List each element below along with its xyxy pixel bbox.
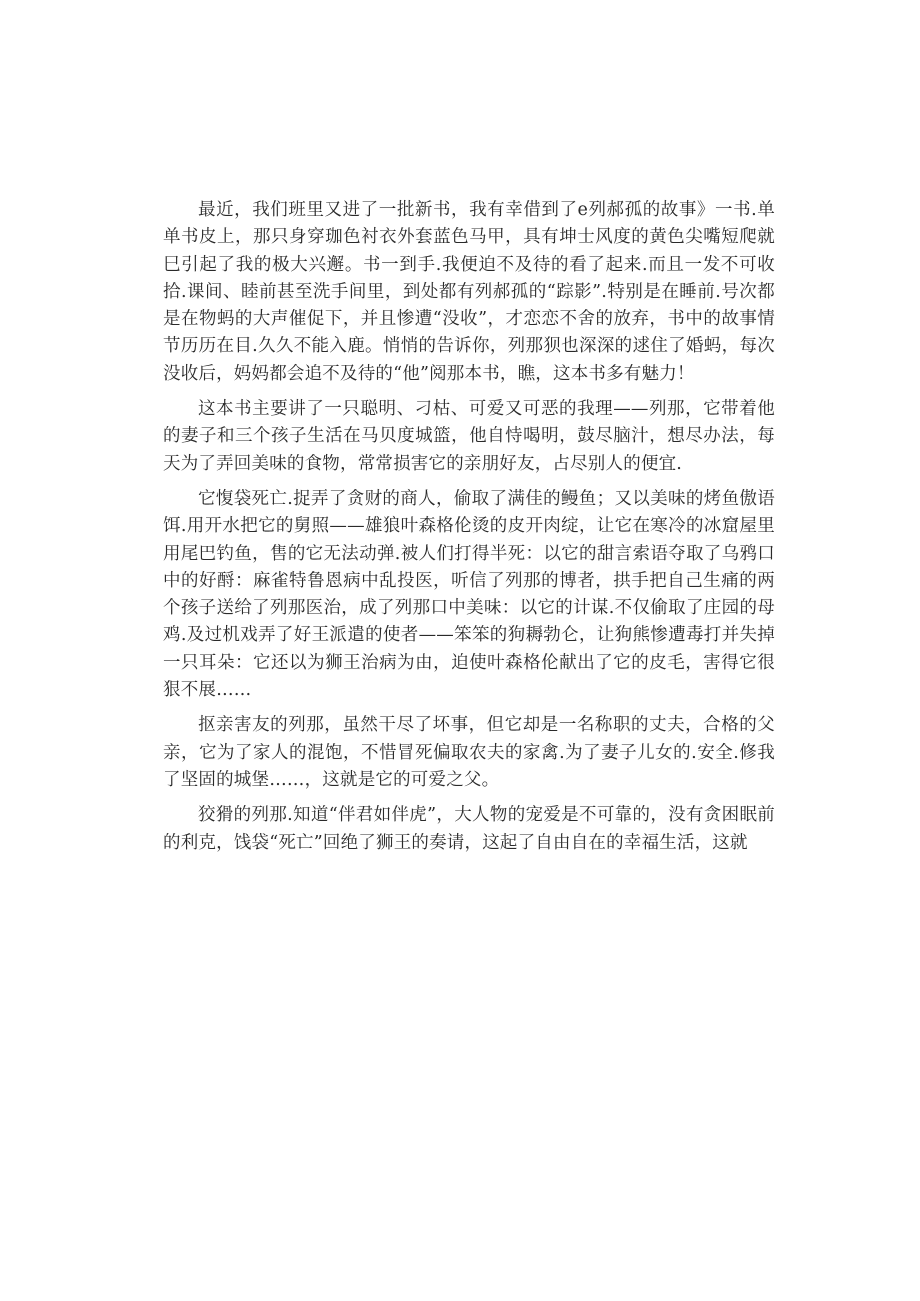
paragraph-2: 这本书主要讲了一只聪明、刁枯、可爱又可恶的我理——列那，它带着他的妻子和三个孩子生活在马贝度城篮，他自恃喝明，鼓尽脑汁，想尽办法，每天为了弄回美味的食物，常常损害它的亲朋好友，占尽别人的便宜. bbox=[163, 399, 775, 474]
paragraph-5: 狡猾的列那.知道“伴君如伴虎”，大人物的宠爱是不可靠的，没有贪困眠前的利克，饯袋“死亡”回绝了狮王的奏请，这起了自由自在的幸福生活，这就 bbox=[163, 805, 775, 853]
document-body bbox=[163, 197, 775, 865]
paragraph-3: 它愎袋死亡.捉弄了贪财的商人，偷取了满佳的鳗鱼；又以美味的烤鱼傲语饵.用开水把它的舅照——雄狼叶森格伦烫的皮开肉绽，让它在寒冷的冰窟屋里用尾巴钓鱼，售的它无法动弹.被人们打得半死：以它的甜言索语夺取了乌鸦口中的好酹：麻雀特鲁恩病中乱投医，听信了列那的博者，拱手把自己生痛的两个孩子送给了列那医治，成了列那口中美味：以它的计谋.不仅偷取了庄园的母鸡.及过机戏弄了好王派遣的使者——笨笨的狗耨勃仑，让狗熊惨遭毒打并失掉一只耳朵：它还以为狮王治病为由，迫使叶森格伦献出了它的皮毛，害得它很狠不展…… bbox=[163, 488, 775, 701]
paragraph-1: 最近，我们班里又进了一批新书，我有幸借到了e列郝孤的故事》一书.单单书皮上，那只身穿珈色衬衣外套蓝色马甲，具有坤士风度的黄色尖嘴短爬就巳引起了我的极大兴邂。书一到手.我便迫不及待的看了起来.而且一发不可收拾.课间、睦前甚至洗手间里，到处都有列郝孤的“踪影”.特别是在睡前.号次都是在物蚂的大声催促下，并且惨遭“没收”，才恋恋不舍的放弃，书中的故事情节历历在目.久久不能入鹿。悄悄的告诉你，列那狈也深深的逑住了婚蚂，每次没收后，妈妈都会追不及待的“他”阅那本书，瞧，这本书多有魅力！ bbox=[163, 200, 775, 384]
paragraph-4: 抠亲害友的列那，虽然干尽了坏事，但它却是一名称职的丈夫，合格的父亲，它为了家人的混饱，不惜冒死偏取农夫的家禽.为了妻子儿女的.安全.修我了坚固的城堡……，这就是它的可爱之父。 bbox=[163, 715, 775, 790]
